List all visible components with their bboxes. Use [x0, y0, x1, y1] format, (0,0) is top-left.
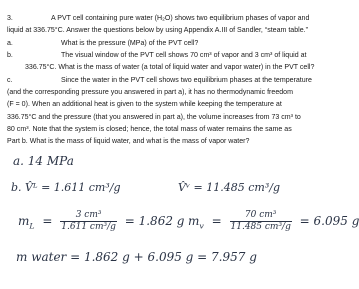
handwritten-vl: b. V̂ᴸ = 1.611 cm³/g	[11, 181, 121, 194]
ml-equals: =	[42, 214, 53, 228]
handwritten-mv-equation	[188, 210, 359, 233]
part-c-question-3: (F = 0). When an additional heat is given to the system while keeping the temperature at	[7, 101, 282, 109]
ml-denominator: 1.611 cm³/g	[61, 222, 116, 232]
part-c-line-1	[7, 75, 343, 87]
part-b-question-1: The visual window of the PVT cell shows 70 cm³ of vapor and 3 cm³ of liquid at	[61, 52, 307, 60]
part-c-line-2	[7, 87, 343, 99]
problem-instructions: liquid at 336.75°C. Answer the questions below by using Appendix A.III of Sandler, “steam table.”	[7, 27, 308, 35]
part-c-line-4	[7, 112, 343, 124]
part-a	[7, 38, 343, 50]
part-c-question-4: 336.75°C and the pressure (that you answered in part a), the volume increases from 73 cm³ to	[7, 113, 301, 121]
mv-numerator: 70 cm³	[230, 210, 292, 222]
mv-subscript: v	[199, 221, 204, 231]
part-b-line-2	[7, 62, 343, 74]
handwritten-mwater: m water = 1.862 g + 6.095 g = 7.957 g	[16, 250, 257, 264]
handwritten-vv: V̂ᵛ = 11.485 cm³/g	[178, 181, 280, 194]
ml-fraction	[60, 210, 117, 233]
ml-symbol: m	[18, 214, 30, 228]
mv-symbol: m	[188, 214, 200, 228]
mv-result: = 6.095 g	[299, 214, 359, 228]
handwritten-ml-equation	[18, 210, 184, 233]
part-c-marker: c.	[7, 76, 13, 84]
part-c-line-5	[7, 124, 343, 136]
ml-numerator: 3 cm³	[60, 210, 117, 222]
part-b-marker: b.	[7, 52, 13, 60]
handwritten-answer-a: a. 14 MPa	[13, 154, 74, 168]
mv-fraction	[230, 210, 292, 233]
problem-intro: A PVT cell containing pure water (H₂O) shows two equilibrium phases of vapor and	[51, 15, 310, 22]
problem-text	[7, 13, 343, 149]
part-a-question: What is the pressure (MPa) of the PVT cell?	[61, 39, 199, 47]
part-c-question-1: Since the water in the PVT cell shows two equilibrium phases at the temperature	[61, 76, 312, 84]
mv-denominator: 11.485 cm³/g	[230, 222, 291, 232]
problem-line-1	[7, 13, 343, 25]
ml-subscript: L	[29, 221, 35, 231]
part-c-line-3	[7, 99, 343, 111]
part-c-question-6: Part b. What is the mass of liquid water, and what is the mass of vapor water?	[7, 138, 250, 146]
part-c-question-2: (and the corresponding pressure you answered in part a), it has no thermodynamic freedom	[7, 89, 293, 97]
problem-line-2	[7, 25, 343, 37]
part-c-question-5: 80 cm³. Note that the system is closed; hence, the total mass of water remains the same as	[7, 126, 292, 134]
problem-number: 3.	[7, 15, 13, 22]
ml-result: = 1.862 g	[124, 214, 185, 228]
part-b-line-1	[7, 50, 343, 62]
part-c-line-6	[7, 136, 343, 148]
part-b-question-2: 336.75°C. What is the mass of water (a total of liquid water and vapor water) in the PVT cell?	[25, 64, 315, 72]
mv-equals: =	[211, 214, 222, 228]
part-a-marker: a.	[7, 39, 13, 47]
